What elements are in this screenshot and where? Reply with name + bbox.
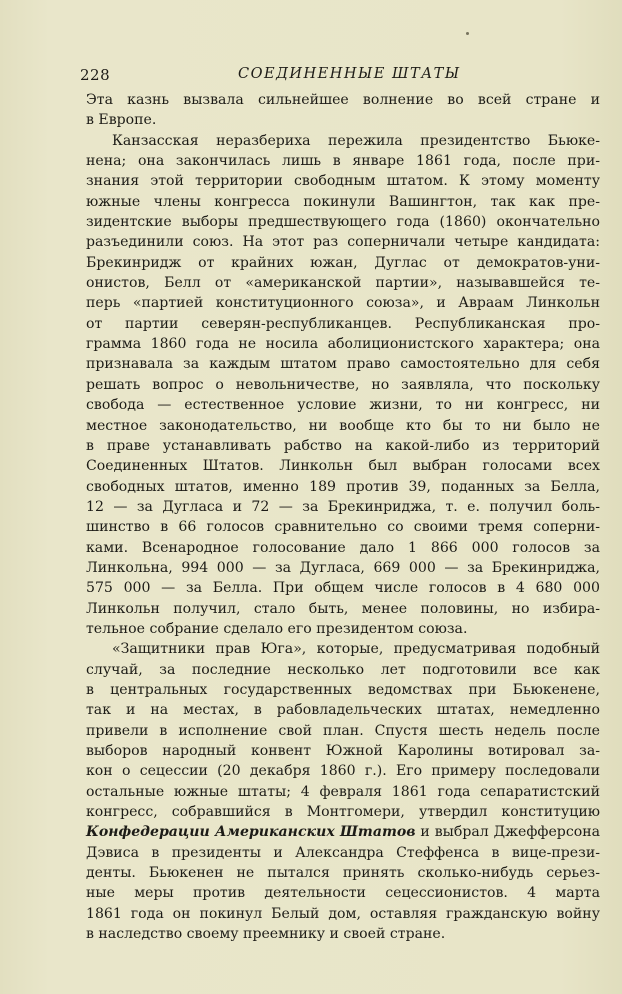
text-line: зидентские выборы предшествующего года (1860) окончательно: [86, 214, 600, 231]
paragraph: [86, 131, 600, 640]
text-line: 12 — за Дугласа и 72 — за Брекинриджа, т. е. получил боль-: [86, 498, 600, 515]
text-line: грамма 1860 года не носила аболиционистского характера; она: [86, 336, 600, 353]
text-line: выборов народный конвент Южной Каролины вотировал за-: [86, 743, 600, 759]
text-line: решать вопрос о невольничестве, но заявляла, что поскольку: [86, 376, 600, 393]
text-line: остальные южные штаты; 4 февраля 1861 года сепаратистский: [86, 783, 600, 800]
paragraph: [86, 90, 600, 131]
print-speck: [466, 32, 469, 35]
text-line: перь «партией конституционного союза», и Авраам Линкольн: [86, 295, 600, 312]
text-line: признавала за каждым штатом право самостоятельно для себя: [86, 356, 600, 373]
text-line: от партии северян-республиканцев. Республиканская про-: [86, 315, 600, 332]
text-line: привели в исполнение свой план. Спустя шесть недель после: [86, 722, 600, 739]
text-line: свобода — естественное условие жизни, то ни конгресс, ни: [86, 397, 600, 414]
text-line: ные меры против деятельности сецессионистов. 4 марта: [86, 885, 600, 902]
text-line: тельное собрание сделало его президентом союза.: [86, 620, 468, 637]
text-line: Брекинридж от крайних южан, Дуглас от демократов-уни-: [86, 254, 600, 271]
text-line: Конфедерации Американских Штатов и выбрал Джефферсона: [86, 824, 600, 841]
page-header: [80, 66, 570, 86]
text-line: Соединенных Штатов. Линкольн был выбран голосами всех: [86, 458, 600, 475]
text-line: Эта казнь вызвала сильнейшее волнение во всей стране и: [86, 92, 600, 108]
text-line: местное законодательство, ни вообще кто бы то ни было не: [86, 417, 600, 434]
text-line: кон о сецессии (20 декабря 1860 г.). Его примеру последовали: [86, 763, 600, 780]
text-line: 575 000 — за Белла. При общем числе голосов в 4 680 000: [86, 580, 600, 597]
running-title: СОЕДИНЕННЫЕ ШТАТЫ: [238, 66, 461, 82]
page-number: 228: [80, 66, 111, 84]
text-line: в праве устанавливать рабство на какой-либо из территорий: [86, 437, 600, 454]
paragraph: [86, 639, 600, 944]
text-line: денты. Бьюкенен не пытался принять сколько-нибудь серьез-: [86, 865, 600, 882]
text-line: «Защитники прав Юга», которые, предусматривая подобный: [112, 641, 600, 658]
text-line: случай, за последние несколько лет подготовили все как: [86, 661, 600, 678]
text-line: Канзасская неразбериха пережила президентство Бьюке-: [112, 132, 600, 149]
text-line: Линкольн получил, стало быть, менее половины, но избира-: [86, 600, 600, 617]
text-line: конгресс, собравшийся в Монтгомери, утвердил конституцию: [86, 804, 600, 821]
text-line: разъединили союз. На этот раз соперничали четыре кандидата:: [86, 234, 600, 251]
text-line: в центральных государственных ведомствах при Бьюкенене,: [86, 681, 600, 698]
text-line: свободных штатов, именно 189 против 39, поданных за Белла,: [86, 478, 600, 495]
text-line: ками. Всенародное голосование дало 1 866 000 голосов за: [86, 539, 600, 556]
text-line: нена; она закончилась лишь в январе 1861 года, после при-: [86, 153, 600, 170]
text-line: Дэвиса в президенты и Александра Стеффенса в вице-прези-: [86, 844, 600, 861]
text-line: 1861 года он покинул Белый дом, оставляя гражданскую войну: [86, 905, 600, 922]
text-line: Линкольна, 994 000 — за Дугласа, 669 000 — за Брекинриджа,: [86, 559, 600, 576]
body-text: [86, 90, 600, 944]
text-line: шинство в 66 голосов сравнительно со своими тремя соперни-: [86, 519, 600, 536]
text-line: в наследство своему преемнику и своей стране.: [86, 926, 446, 943]
text-line: онистов, Белл от «американской партии», называвшейся те-: [86, 275, 600, 292]
text-line: знания этой территории свободным штатом. К этому моменту: [86, 173, 600, 190]
text-line: в Европе.: [86, 112, 157, 129]
text-line: так и на местах, в рабовладельческих штатах, немедленно: [86, 702, 600, 719]
text-line: южные члены конгресса покинули Вашингтон, так как пре-: [86, 193, 600, 210]
